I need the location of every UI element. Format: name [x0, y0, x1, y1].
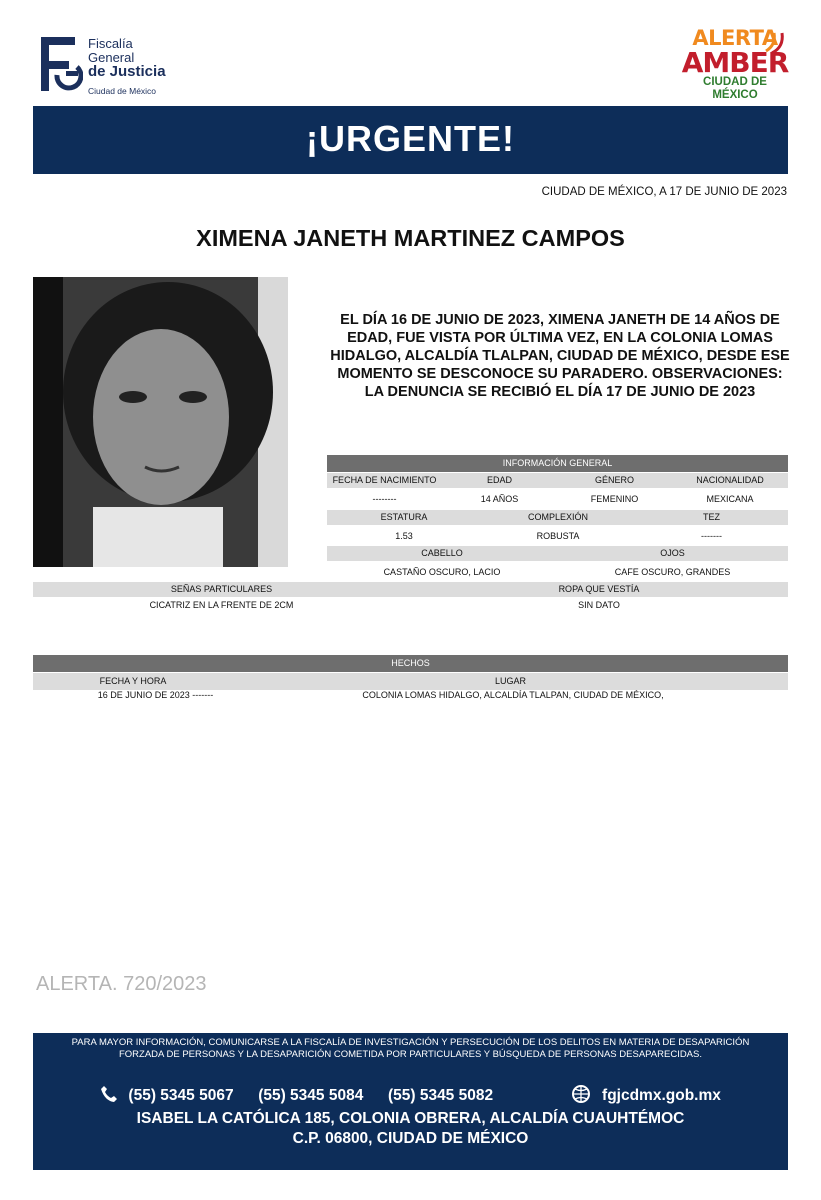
label-complexion: COMPLEXIÓN: [527, 512, 588, 522]
label-estatura: ESTATURA: [380, 512, 428, 522]
value-lugar: COLONIA LOMAS HIDALGO, ALCALDÍA TLALPAN, CIUDAD DE MÉXICO,: [362, 690, 664, 700]
urgent-banner: ¡URGENTE!: [33, 106, 788, 174]
label-genero: GÉNERO: [594, 475, 634, 485]
phone-icon: [100, 1085, 118, 1108]
label-senas-particulares: SEÑAS PARTICULARES: [170, 584, 273, 594]
label-fecha-hora: FECHA Y HORA: [99, 676, 167, 686]
value-senas-particulares: CICATRIZ EN LA FRENTE DE 2CM: [149, 600, 294, 610]
logo-line-4: Ciudad de México: [88, 86, 157, 96]
footer-address: [33, 1109, 788, 1149]
globe-icon: [572, 1085, 592, 1108]
value-tez: -------: [701, 531, 722, 541]
info-general-header: INFORMACIÓN GENERAL: [327, 455, 788, 472]
label-tez: TEZ: [703, 512, 720, 522]
phone-2[interactable]: (55) 5345 5084: [258, 1087, 364, 1104]
label-lugar: LUGAR: [494, 676, 526, 686]
label-ropa: ROPA QUE VESTÍA: [558, 584, 640, 594]
website-link[interactable]: fgjcdmx.gob.mx: [602, 1087, 721, 1104]
alerta-amber-logo: [680, 27, 790, 99]
label-ojos: OJOS: [660, 548, 685, 558]
hechos-header: HECHOS: [33, 655, 788, 672]
alert-id: ALERTA. 720/2023: [36, 973, 207, 995]
info-row2-values: [327, 528, 788, 545]
info-row4-labels: [33, 582, 788, 597]
logo-line-1: Fiscalía: [88, 36, 133, 51]
logo-line-2: General: [88, 50, 135, 65]
value-ojos: CAFE OSCURO, GRANDES: [614, 567, 731, 577]
value-cabello: CASTAÑO OSCURO, LACIO: [383, 567, 501, 577]
contact-footer: [33, 1033, 788, 1170]
label-edad: EDAD: [486, 475, 512, 485]
label-cabello: CABELLO: [421, 548, 463, 558]
value-fecha-hora: 16 DE JUNIO DE 2023 -------: [97, 690, 214, 700]
info-row3-values: [327, 564, 788, 581]
value-genero: FEMENINO: [590, 494, 639, 504]
info-row4-values: [33, 597, 788, 614]
value-ropa: SIN DATO: [578, 600, 620, 610]
info-row1-values: [327, 491, 788, 508]
person-photo: [33, 277, 288, 567]
person-name: XIMENA JANETH MARTINEZ CAMPOS: [196, 225, 625, 251]
value-edad: 14 AÑOS: [480, 494, 519, 504]
value-nacionalidad: MEXICANA: [706, 494, 754, 504]
footer-phones: [33, 1085, 788, 1108]
value-estatura: 1.53: [395, 531, 413, 541]
footer-info: [33, 1037, 788, 1061]
phone-1[interactable]: (55) 5345 5067: [128, 1087, 234, 1104]
logo-line-3: de Justicia: [88, 63, 166, 80]
amber-logo-line-2: AMBER: [681, 46, 789, 79]
value-complexion: ROBUSTA: [536, 531, 580, 541]
footer-info-line-1: PARA MAYOR INFORMACIÓN, COMUNICARSE A LA FISCALÍA DE INVESTIGACIÓN Y PERSECUCIÓN DE LOS DELITOS EN MATERIA DE DESAPARICIÓN: [71, 1037, 750, 1048]
amber-logo-line-3: CIUDAD DE MÉXICO: [703, 76, 767, 101]
hechos-values: [33, 687, 788, 704]
label-fecha-nacimiento: FECHA DE NACIMIENTO: [332, 475, 437, 485]
address-line-1: ISABEL LA CATÓLICA 185, COLONIA OBRERA, ALCALDÍA CUAUHTÉMOC: [136, 1110, 685, 1127]
phone-3[interactable]: (55) 5345 5082: [387, 1087, 494, 1104]
address-line-2: C.P. 06800, CIUDAD DE MÉXICO: [292, 1130, 529, 1147]
value-fecha-nacimiento: --------: [372, 494, 397, 504]
footer-info-line-2: FORZADA DE PERSONAS Y LA DESAPARICIÓN COMETIDA POR PARTICULARES Y BÚSQUEDA DE PERSONAS DESAPARECIDAS.: [118, 1049, 702, 1060]
fgj-emblem-icon: [33, 31, 83, 101]
signal-waves-icon: [762, 29, 790, 55]
label-nacionalidad: NACIONALIDAD: [696, 475, 764, 485]
amber-logo-line-1: ALERTA: [692, 26, 778, 50]
info-row1-labels: [327, 473, 788, 488]
info-row2-labels: [327, 510, 788, 525]
date-line: CIUDAD DE MÉXICO, A 17 DE JUNIO DE 2023: [541, 186, 787, 198]
description-text: EL DÍA 16 DE JUNIO DE 2023, XIMENA JANETH DE 14 AÑOS DE EDAD, FUE VISTA POR ÚLTIMA VEZ, EN LA COLONIA LOMAS HIDALGO, ALCALDÍA TLALPAN, CIUDAD DE MÉXICO, DESDE ESE MOMENTO SE DESCONOCE SU PARADERO. OBSERVACIONES: LA DENUNCIA SE RECIBIÓ EL DÍA 17 DE JUNIO DE 2023: [330, 312, 790, 400]
fgj-logo-text: [88, 37, 166, 98]
info-row3-labels: [327, 546, 788, 561]
